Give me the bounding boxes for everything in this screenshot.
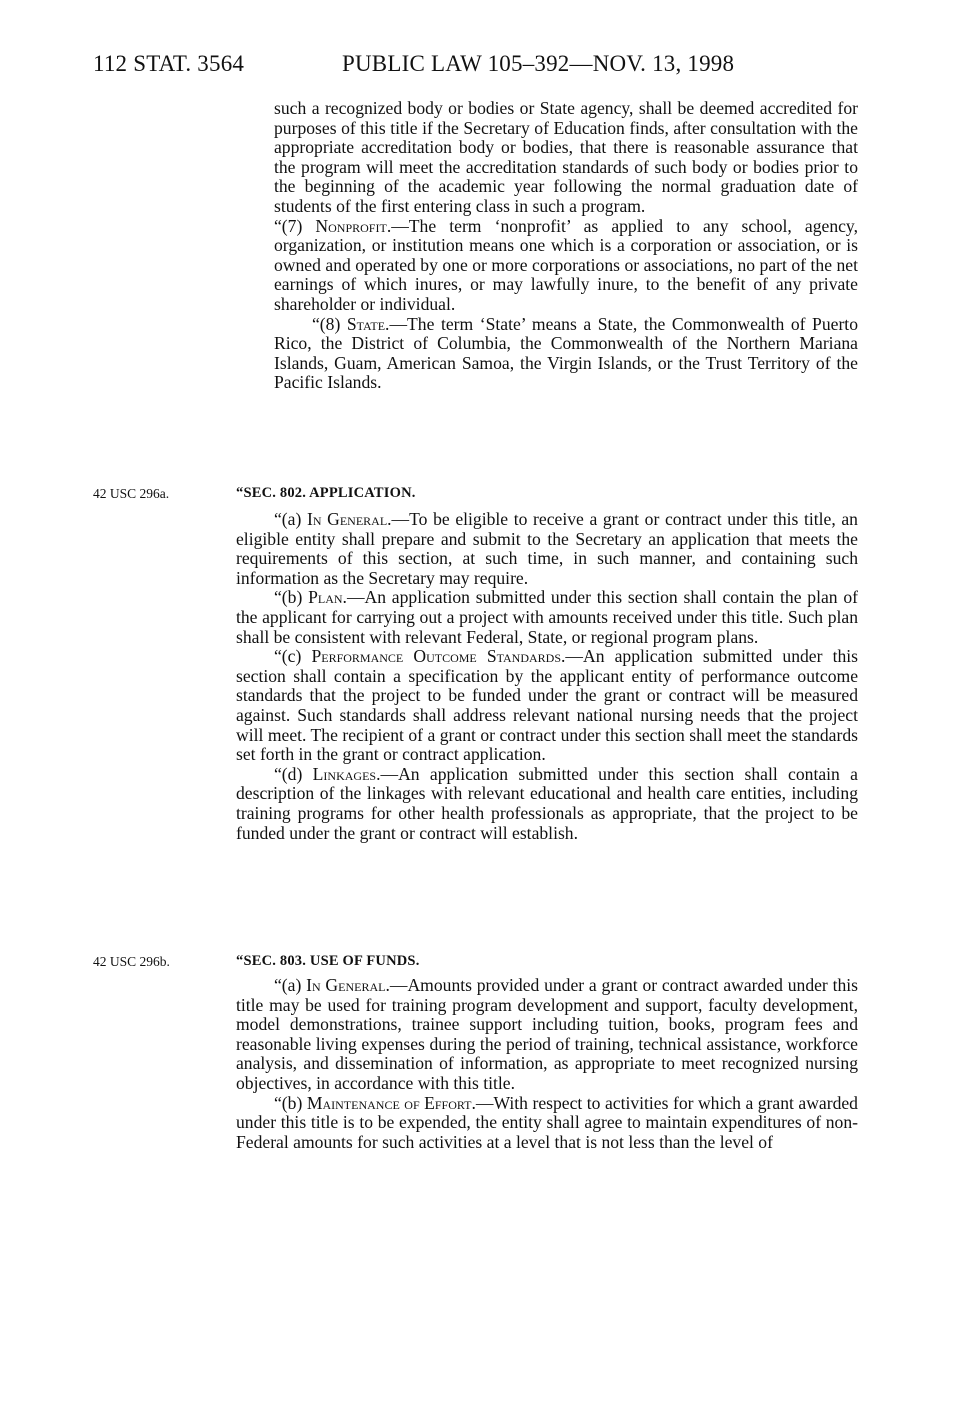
subsection-text: .—An application submitted under this section shall contain the plan of the applicant for carrying out a project with amounts received under this title. Such plan shall be consistent with relevant Federal, State, or regional program plans. (236, 587, 858, 647)
subsection-heading: In General (306, 509, 388, 529)
subsection-text: .—To be eligible to receive a grant or contract under this title, an eligible entity shall prepare and submit to the Secretary an application that meets the requirements of this section, at such time, in such manner, and containing such information as the Secretary may require. (236, 509, 858, 588)
definition-state (274, 315, 858, 393)
section-heading: “SEC. 803. USE OF FUNDS. (236, 953, 420, 969)
subsection-heading: Linkages (312, 763, 377, 784)
section-802-body (236, 510, 858, 843)
subsection-heading: Maintenance of Effort (306, 1092, 472, 1113)
subsection-number: “(a) (274, 509, 307, 529)
section-803-body (236, 976, 858, 1152)
continued-paragraph: such a recognized body or bodies or State agency, shall be deemed accredited for purposes of this title if the Secretary of Education finds, after consultation with the appropriate accreditation body or bodies, that there is reasonable assurance that the program will meet the accreditation standards of such body or bodies prior to the beginning of the academic year following the normal graduation date of students of the first entering class in such a program. (274, 98, 858, 216)
section-heading: “SEC. 802. APPLICATION. (236, 485, 416, 501)
subsection-d (236, 765, 858, 843)
definition-number: “(8) (312, 313, 347, 334)
subsection-heading: Performance Outcome Standards (311, 646, 562, 667)
subsection-b (236, 1094, 858, 1153)
subsection-text: .—Amounts provided under a grant or contract awarded under this title may be used for training program development and support, faculty development, model demonstrations, trainee support including tuition, books, program fees and reasonable living expenses during the period of training, technical assistance, workforce analysis, and dissemination of information, as appropriate to meet recognized nursing objectives, in accordance with this title. (236, 975, 858, 1093)
subsection-number: “(b) (274, 587, 309, 608)
public-law-header: PUBLIC LAW 105–392—NOV. 13, 1998 (342, 51, 735, 76)
subsection-text: .—An application submitted under this section shall contain a specification by the applicant entity of performance outcome standards that the project to be funded under the grant or contract will be measured against. Such standards shall address relevant national nursing needs that the project will meet. The recipient of a grant or contract under this section shall meet the standards set forth in the grant or contract application. (236, 646, 858, 765)
subsection-heading: In General (306, 975, 386, 995)
definition-number: “(7) (274, 215, 316, 236)
subsection-number: “(c) (274, 646, 312, 667)
subsection-b (236, 588, 858, 647)
subsection-heading: Plan (308, 587, 343, 608)
subsection-number: “(d) (274, 763, 313, 784)
definition-heading: Nonprofit (315, 215, 387, 236)
subsection-text: .—An application submitted under this section shall contain a description of the linkages with relevant educational and health care entities, including training programs for other health professionals as appropriate, that the project to be funded under the grant or contract will establish. (236, 763, 858, 843)
subsection-number: “(a) (274, 975, 307, 995)
definition-text: .—The term ‘nonprofit’ as applied to any school, agency, organization, or institution means one which is a corporation or association, or is owned and operated by one or more corporations or associations, no part of the net earnings of which inures, or may lawfully inure, to the benefit of any private shareholder or individual. (274, 215, 858, 314)
margin-citation: 42 USC 296a. (93, 486, 170, 501)
subsection-c (236, 647, 858, 765)
definition-nonprofit (274, 217, 858, 315)
subsection-a (236, 976, 858, 1094)
subsection-text: .—With respect to activities for which a grant awarded under this title is to be expended, the entity shall agree to maintain expenditures of non-Federal amounts for such activities at a level that is not less than the level of (236, 1092, 858, 1152)
subsection-number: “(b) (274, 1092, 307, 1113)
subsection-a (236, 510, 858, 588)
definitions-block (236, 99, 858, 393)
statute-page-reference: 112 STAT. 3564 (93, 51, 245, 76)
definition-heading: State (346, 313, 386, 334)
definition-text: .—The term ‘State’ means a State, the Commonwealth of Puerto Rico, the District of Columbia, the Commonwealth of the Northern Mariana Islands, Guam, American Samoa, the Virgin Islands, or the Trust Territory of the Pacific Islands. (274, 313, 858, 393)
margin-citation: 42 USC 296b. (93, 954, 170, 969)
